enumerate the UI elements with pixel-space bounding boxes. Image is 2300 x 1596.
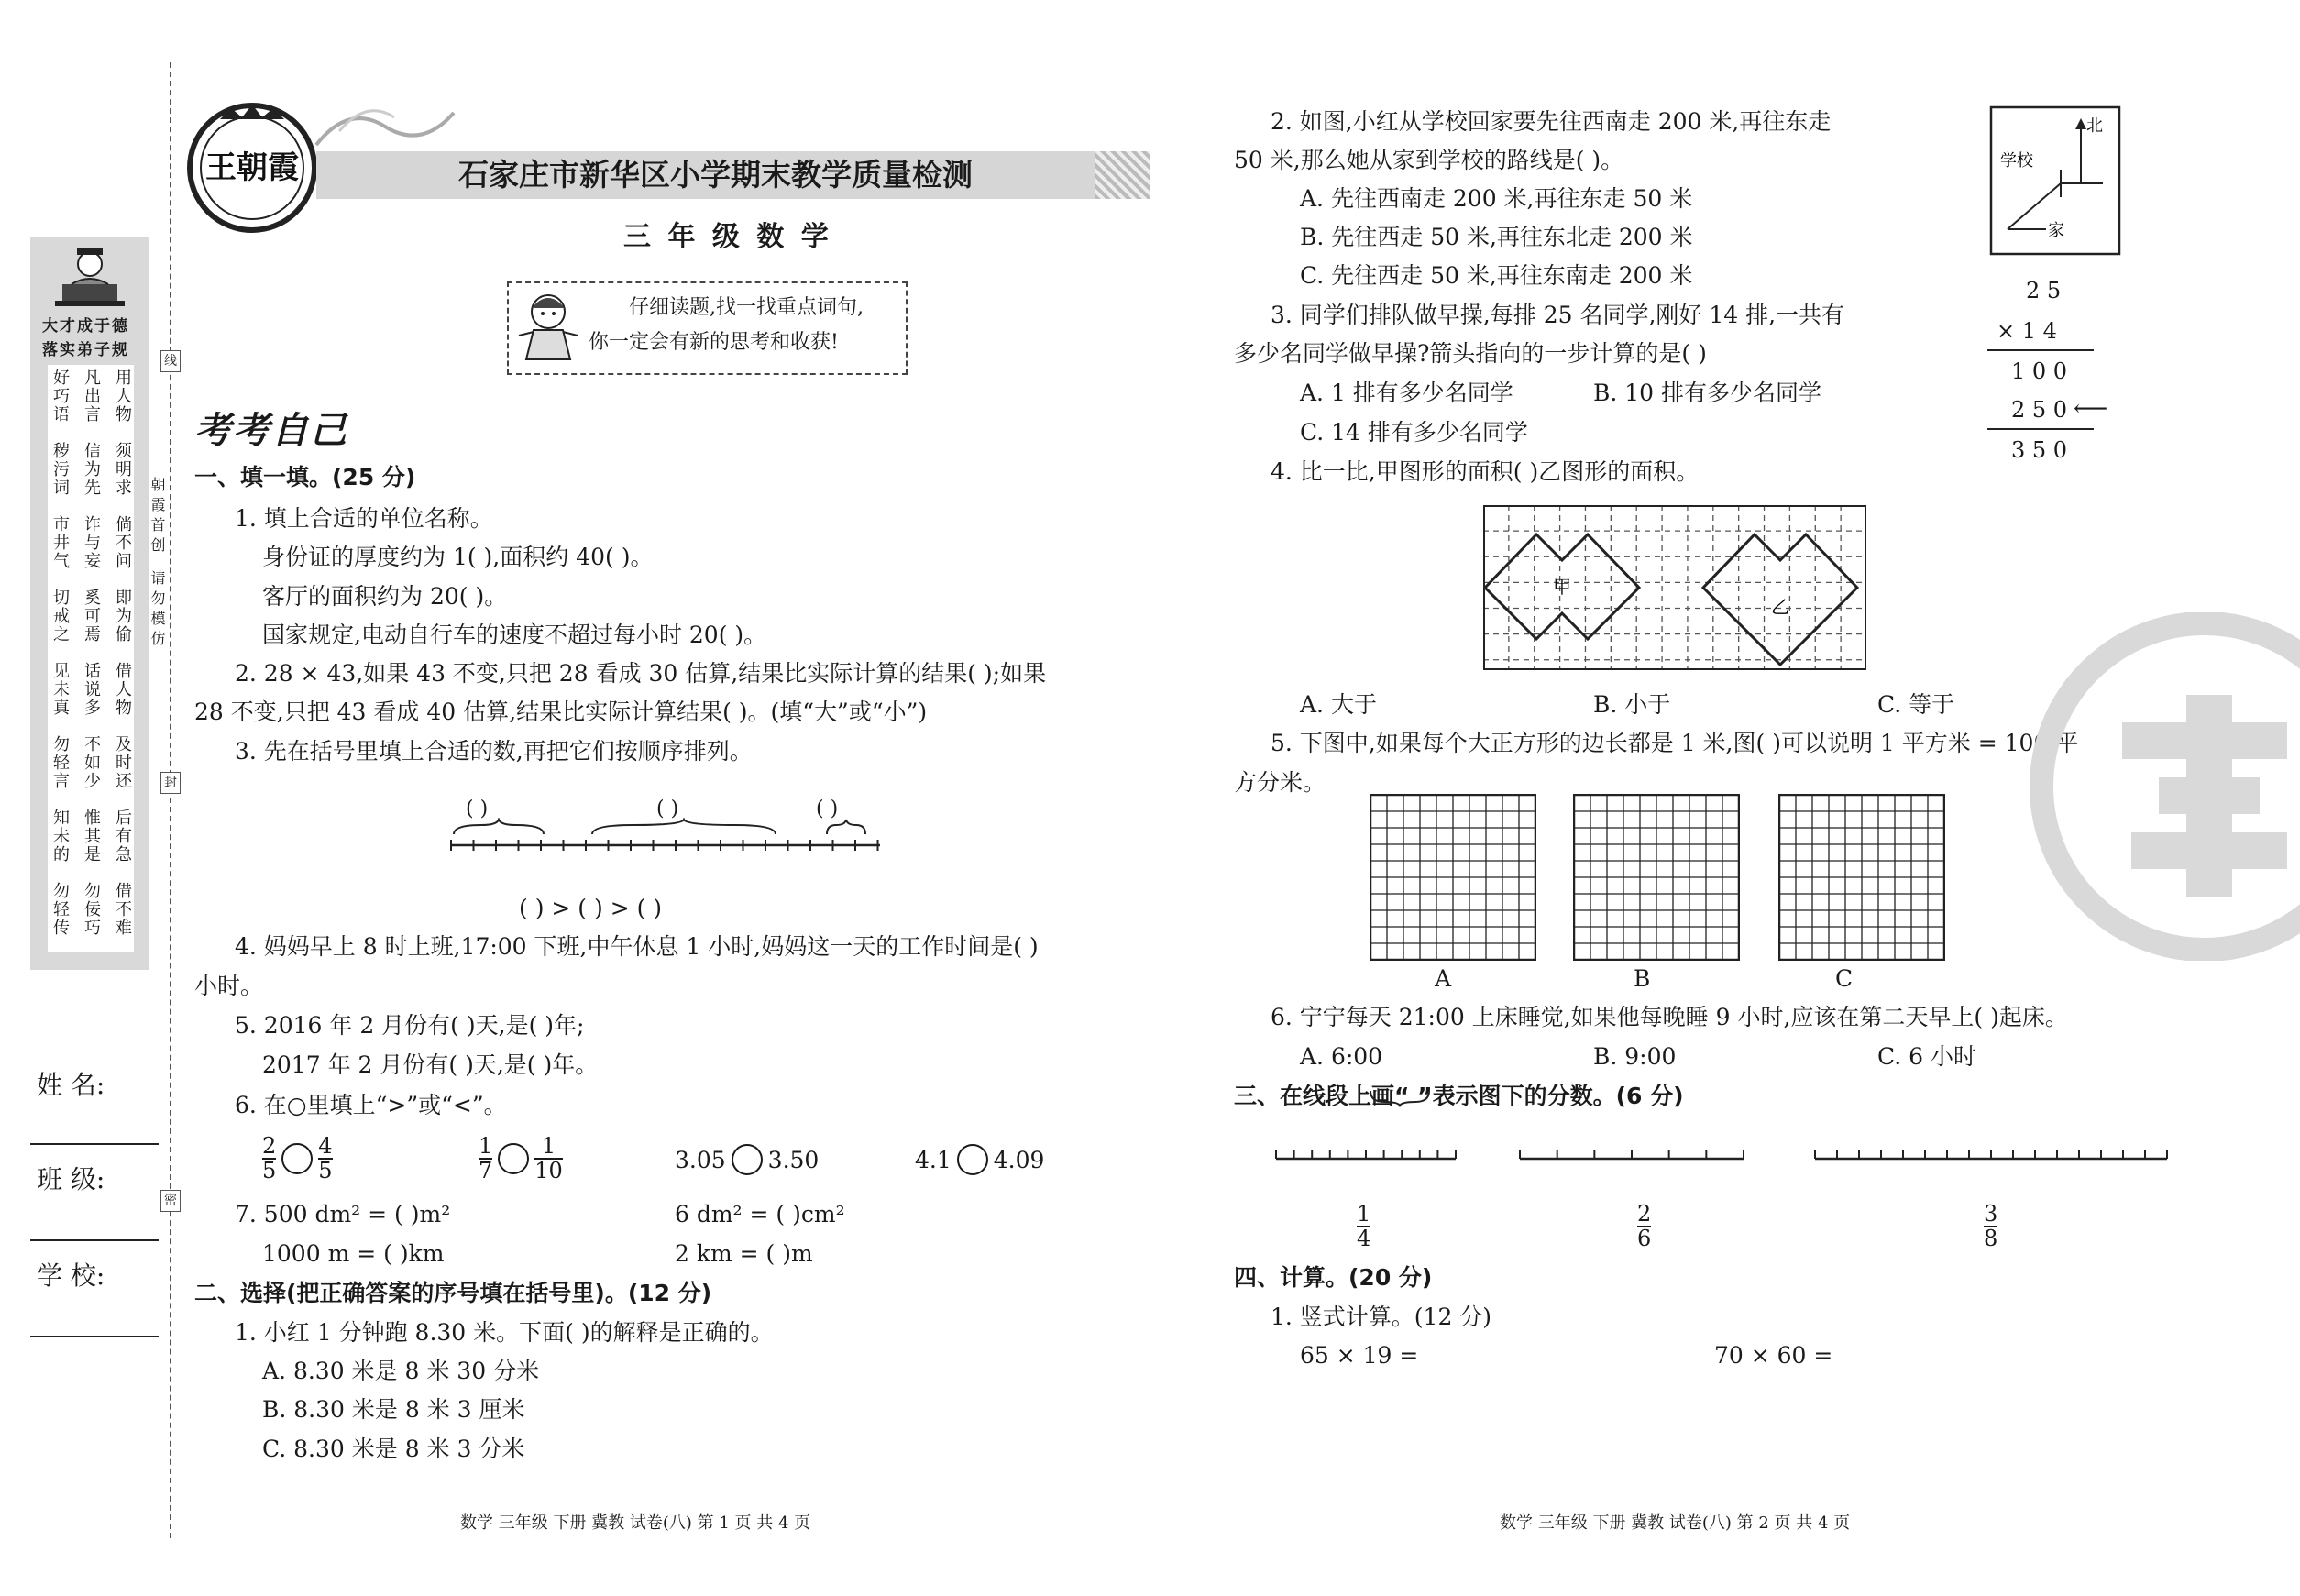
r-q6-option-b[interactable]: B. 9:00 bbox=[1593, 1043, 1677, 1070]
motto-column: 话说多 bbox=[82, 662, 101, 717]
tip-line-1: 仔细读题,找一找重点词句, bbox=[629, 296, 864, 319]
q3-blank-1[interactable]: ( ) bbox=[466, 798, 489, 820]
fraction-two-sixths: 2 6 bbox=[1637, 1201, 1652, 1252]
class-label: 班 级: bbox=[37, 1164, 105, 1194]
r-q6-text: 6. 宁宁每天 21:00 上床睡觉,如果他每晚睡 9 小时,应该在第二天早上( )起床。 bbox=[1271, 1004, 2068, 1030]
motto-row bbox=[48, 662, 134, 726]
school-line[interactable] bbox=[30, 1336, 159, 1337]
r-q3-line-2: 多少名同学做早操?箭头指向的一步计算的是( ) bbox=[1234, 340, 1707, 367]
calc-row-1: 2 5 bbox=[2026, 278, 2062, 303]
section-3-title: 三、在线段上画“ ”表示图下的分数。(6 分) bbox=[1234, 1083, 1684, 1109]
fraction: $\frac{2}{5}$ bbox=[262, 1133, 277, 1184]
grid-label-c: C bbox=[1835, 965, 1854, 992]
motto-row bbox=[48, 442, 134, 506]
girl-mascot-icon bbox=[513, 286, 583, 367]
motto-row bbox=[48, 809, 134, 873]
grid-label-a: A bbox=[1435, 965, 1452, 992]
motto-column: 知未的 bbox=[50, 809, 70, 864]
route-map bbox=[1989, 105, 2122, 257]
motto-column: 奚可焉 bbox=[82, 589, 101, 644]
motto-column: 倘不问 bbox=[113, 515, 132, 570]
motto-column: 借人物 bbox=[113, 662, 132, 717]
exam-subtitle: 三 年 级 数 学 bbox=[623, 221, 832, 253]
q4-line-2: 小时。 bbox=[194, 973, 264, 999]
fraction-one-quarter: 1 4 bbox=[1357, 1201, 1371, 1252]
motto-column: 不如少 bbox=[82, 735, 101, 790]
name-label: 姓 名: bbox=[37, 1070, 105, 1100]
grid-figure-b[interactable] bbox=[1573, 794, 1740, 961]
brand-logo-text: 王朝霞 bbox=[205, 149, 299, 186]
title-banner-pattern bbox=[1095, 151, 1150, 199]
motto-line-2: 落实弟子规 bbox=[42, 341, 129, 359]
motto-row bbox=[48, 369, 134, 433]
s2-q1-option-a[interactable]: A. 8.30 米是 8 米 30 分米 bbox=[262, 1358, 540, 1384]
motto-column: 及时还 bbox=[113, 735, 132, 790]
area-comparison-grid bbox=[1483, 505, 1866, 670]
motto-column: 须明求 bbox=[113, 442, 132, 497]
q5-line-2: 2017 年 2 月份有( )天,是( )年。 bbox=[262, 1051, 599, 1078]
shape-jia-label: 甲 bbox=[1553, 576, 1571, 598]
calc-row-4: 2 5 0 bbox=[2011, 397, 2068, 423]
motto-row bbox=[48, 735, 134, 799]
r-q2-line-1: 2. 如图,小红从学校回家要先往西南走 200 米,再往东走 bbox=[1271, 108, 1832, 135]
r-q3-option-a[interactable]: A. 1 排有多少名同学 bbox=[1300, 380, 1513, 406]
q1c-text: 国家规定,电动自行车的速度不超过每小时 20( )。 bbox=[262, 622, 767, 648]
seal-char-seal: 封 bbox=[160, 772, 181, 794]
r-q3-line-1: 3. 同学们排队做早操,每排 25 名同学,刚好 14 排,一共有 bbox=[1271, 302, 1845, 328]
motto-column: 好巧语 bbox=[50, 369, 70, 424]
calc-rule-1 bbox=[1987, 349, 2094, 351]
fraction: $\frac{4}{5}$ bbox=[318, 1133, 333, 1184]
r-q2-option-b[interactable]: B. 先往西走 50 米,再往东北走 200 米 bbox=[1300, 224, 1693, 250]
section-4-title: 四、计算。(20 分) bbox=[1234, 1264, 1433, 1291]
q6-value: 4.1 bbox=[915, 1146, 952, 1173]
map-home-label: 家 bbox=[2048, 221, 2064, 240]
notice-no-copy: 请勿模仿 bbox=[149, 570, 166, 651]
header-ribbon-decoration bbox=[312, 99, 458, 154]
fraction: $\frac{1}{10}$ bbox=[534, 1133, 563, 1184]
r-q4-text: 4. 比一比,甲图形的面积( )乙图形的面积。 bbox=[1271, 458, 1700, 485]
s2-q1-option-c[interactable]: C. 8.30 米是 8 米 3 分米 bbox=[262, 1436, 525, 1462]
tip-line-2: 你一定会有新的思考和收获! bbox=[589, 331, 839, 354]
compare-circle[interactable] bbox=[281, 1143, 313, 1174]
motto-column: 信为先 bbox=[82, 442, 101, 497]
r-q6-option-a[interactable]: A. 6:00 bbox=[1300, 1043, 1383, 1070]
q6-compare-4 bbox=[915, 1144, 1044, 1175]
motto-row bbox=[48, 882, 134, 946]
r-q4-option-c[interactable]: C. 等于 bbox=[1877, 691, 1955, 718]
section-logo-self-test: 考考自己 bbox=[194, 410, 348, 452]
grid-label-b: B bbox=[1634, 965, 1651, 992]
q7d-text: 2 km = ( )m bbox=[675, 1240, 813, 1267]
r-q2-option-a[interactable]: A. 先往西南走 200 米,再往东走 50 米 bbox=[1300, 185, 1693, 212]
segment-1[interactable] bbox=[1274, 1142, 1458, 1164]
r-q6-option-c[interactable]: C. 6 小时 bbox=[1877, 1043, 1976, 1070]
q4-line-1: 4. 妈妈早上 8 时上班,17:00 下班,中午休息 1 小时,妈妈这一天的工作时间是( ) bbox=[235, 933, 1039, 960]
motto-columns bbox=[48, 369, 134, 955]
page-footer-left: 数学 三年级 下册 冀教 试卷(八) 第 1 页 共 4 页 bbox=[460, 1513, 811, 1533]
q1a-text: 身份证的厚度约为 1( ),面积约 40( )。 bbox=[262, 544, 654, 570]
motto-column: 凡出言 bbox=[82, 369, 101, 424]
motto-column: 勿轻传 bbox=[50, 882, 70, 937]
compare-circle[interactable] bbox=[957, 1144, 988, 1175]
q3-text: 3. 先在括号里填上合适的数,再把它们按顺序排列。 bbox=[235, 738, 753, 765]
section-1-title: 一、填一填。(25 分) bbox=[194, 464, 416, 490]
s4-q1-text: 1. 竖式计算。(12 分) bbox=[1271, 1304, 1492, 1330]
grid-figure-c[interactable] bbox=[1778, 794, 1945, 961]
compare-circle[interactable] bbox=[498, 1143, 529, 1174]
class-line[interactable] bbox=[30, 1239, 159, 1241]
r-q2-option-c[interactable]: C. 先往西走 50 米,再往东南走 200 米 bbox=[1300, 262, 1693, 289]
map-north-label: 北 bbox=[2086, 116, 2103, 136]
fraction: $\frac{1}{7}$ bbox=[479, 1133, 493, 1184]
segment-3[interactable] bbox=[1813, 1142, 2171, 1164]
q6-value: 3.50 bbox=[767, 1146, 820, 1173]
motto-column: 勿佞巧 bbox=[82, 882, 101, 937]
page-footer-right: 数学 三年级 下册 冀教 试卷(八) 第 2 页 共 4 页 bbox=[1500, 1513, 1851, 1533]
motto-column: 市井气 bbox=[50, 515, 70, 570]
q3-blank-2[interactable]: ( ) bbox=[656, 798, 679, 820]
seal-char-secret: 密 bbox=[160, 1190, 181, 1212]
motto-column: 见未真 bbox=[50, 662, 70, 717]
q7b-text: 6 dm² = ( )cm² bbox=[675, 1201, 845, 1227]
q1-text: 1. 填上合适的单位名称。 bbox=[235, 505, 493, 532]
q7a-text: 7. 500 dm² = ( )m² bbox=[235, 1201, 451, 1227]
calc-row-5: 3 5 0 bbox=[2011, 437, 2068, 463]
calc-row-2: × 1 4 bbox=[1997, 318, 2057, 344]
r-q4-option-a[interactable]: A. 大于 bbox=[1300, 691, 1377, 718]
q6-compare-3 bbox=[675, 1144, 819, 1175]
motto-column: 借不难 bbox=[113, 882, 132, 937]
arrow-left-icon: ⟵ bbox=[2074, 395, 2108, 423]
s2-q1-option-b[interactable]: B. 8.30 米是 8 米 3 厘米 bbox=[262, 1396, 525, 1423]
scholar-illustration bbox=[46, 240, 134, 314]
motto-column: 切戒之 bbox=[50, 589, 70, 644]
brace-symbol-icon bbox=[1368, 1087, 1432, 1107]
r-q4-option-b[interactable]: B. 小于 bbox=[1593, 691, 1671, 718]
motto-row bbox=[48, 589, 134, 653]
q3-number-line bbox=[440, 818, 889, 864]
segment-2[interactable] bbox=[1518, 1142, 1747, 1164]
school-label: 学 校: bbox=[37, 1260, 105, 1291]
calc-row-3: 1 0 0 bbox=[2011, 358, 2068, 384]
q6-value: 4.09 bbox=[993, 1146, 1045, 1173]
motto-column: 用人物 bbox=[113, 369, 132, 424]
s2-q1-text: 1. 小红 1 分钟跑 8.30 米。下面( )的解释是正确的。 bbox=[235, 1319, 774, 1346]
r-q3-option-b[interactable]: B. 10 排有多少名同学 bbox=[1593, 380, 1822, 406]
map-school-label: 学校 bbox=[2000, 151, 2033, 171]
q3-blank-3[interactable]: ( ) bbox=[816, 798, 839, 820]
watermark-seal-icon bbox=[2021, 612, 2300, 961]
q3-order-blanks[interactable]: ( ) > ( ) > ( ) bbox=[519, 895, 663, 921]
notice-original: 朝霞首创 bbox=[149, 477, 166, 557]
fraction-three-eighths: 3 8 bbox=[1984, 1201, 1998, 1252]
motto-column: 后有急 bbox=[113, 809, 132, 864]
compare-circle[interactable] bbox=[732, 1144, 763, 1175]
r-q5-line-1: 5. 下图中,如果每个大正方形的边长都是 1 米,图( )可以说明 1 平方米 = 100 平 bbox=[1271, 730, 2079, 756]
r-q3-option-c[interactable]: C. 14 排有多少名同学 bbox=[1300, 419, 1528, 446]
brand-logo bbox=[183, 99, 321, 237]
exam-title: 石家庄市新华区小学期末教学质量检测 bbox=[458, 157, 973, 193]
shape-yi-label: 乙 bbox=[1771, 596, 1789, 618]
section-2-title: 二、选择(把正确答案的序号填在括号里)。(12 分) bbox=[194, 1280, 712, 1306]
r-q2-line-2: 50 米,那么她从家到学校的路线是( )。 bbox=[1234, 147, 1624, 173]
seal-dashed-line bbox=[170, 62, 171, 1538]
q6-compare-1 bbox=[262, 1135, 333, 1183]
s4-calc-a: 65 × 19 = bbox=[1300, 1342, 1419, 1369]
q6-value: 3.05 bbox=[675, 1146, 726, 1173]
q7c-text: 1000 m = ( )km bbox=[262, 1240, 445, 1267]
motto-column: 即为偷 bbox=[113, 589, 132, 644]
motto-column: 惟其是 bbox=[82, 809, 101, 864]
q1b-text: 客厅的面积约为 20( )。 bbox=[262, 583, 508, 610]
q6-compare-2 bbox=[479, 1135, 563, 1183]
s4-calc-b: 70 × 60 = bbox=[1714, 1342, 1833, 1369]
motto-column: 诈与妄 bbox=[82, 515, 101, 570]
motto-line-1: 大才成于德 bbox=[42, 317, 129, 336]
q5-line-1: 5. 2016 年 2 月份有( )天,是( )年; bbox=[235, 1012, 585, 1039]
motto-column: 秽污词 bbox=[50, 442, 70, 497]
name-line[interactable] bbox=[30, 1143, 159, 1145]
grid-figure-a[interactable] bbox=[1370, 794, 1536, 961]
q2-line-2: 28 不变,只把 43 看成 40 估算,结果比实际计算结果( )。(填“大”或“小”) bbox=[194, 699, 928, 725]
motto-row bbox=[48, 515, 134, 579]
q2-line-1: 2. 28 × 43,如果 43 不变,只把 28 看成 30 估算,结果比实际计算的结果( );如果 bbox=[235, 660, 1047, 687]
q4-dashed-grid bbox=[1483, 505, 1866, 670]
q6-text: 6. 在○里填上“>”或“<”。 bbox=[235, 1092, 507, 1118]
seal-char-line: 线 bbox=[160, 350, 181, 372]
calc-rule-2 bbox=[1987, 428, 2094, 430]
motto-column: 勿轻言 bbox=[50, 735, 70, 790]
r-q5-line-2: 方分米。 bbox=[1234, 769, 1326, 796]
